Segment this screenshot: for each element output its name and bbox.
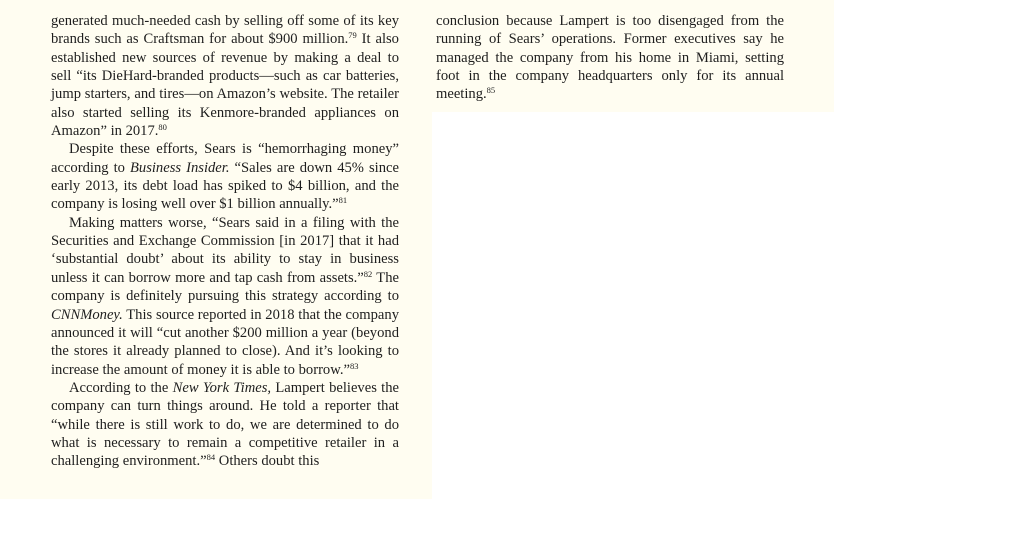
paragraph-text: Others doubt this	[215, 453, 320, 470]
paragraph-sec-filing	[51, 214, 399, 379]
paragraph-text: conclusion because Lampert is too disengaged from the running of Sears’ operations. Former executives say he managed the company from his home in Miami, setting foot in the company headquarters only for its annual meeting.	[436, 13, 784, 103]
paragraph-text: Making matters worse, “Sears said in a filing with the Securities and Exchange Commission [in 2017] that it had ‘substantial doubt’ about its ability to stay in business unless it can borrow more and tap cash from assets.”	[51, 214, 399, 286]
footnote-ref-79: 79	[348, 30, 357, 41]
paragraph-text: generated much-needed cash by selling off some of its key brands such as Craftsman for about $900 million.	[51, 13, 399, 48]
paragraph-text: “Sales are down 45% since early 2013, its debt load has spiked to $4 billion, and the company is losing well over $1 billion annually.”	[51, 159, 399, 213]
paragraph-text: Lampert believes the company can turn things around. He told a reporter that “while there is still work to do, we are determined to do what is necessary to remain a competitive retailer in a challenging environment.”	[51, 379, 399, 470]
paragraph-hemorrhaging-money	[51, 140, 399, 213]
paragraph-cash-brands	[51, 12, 399, 140]
source-business-insider: Business Insider.	[129, 159, 230, 176]
source-cnnmoney: CNNMoney.	[51, 306, 123, 323]
paragraph-lampert-believes	[51, 379, 399, 471]
footnote-ref-82: 82	[363, 268, 373, 279]
paragraph-text: The company is definitely pursuing this strategy according to	[51, 269, 399, 305]
footnote-ref-83: 83	[349, 360, 359, 371]
footnote-ref-85: 85	[486, 85, 496, 96]
text-column-right	[436, 12, 784, 104]
paragraph-text: Despite these efforts, Sears is “hemorrhaging money” according to	[51, 141, 399, 176]
text-column-left	[51, 12, 399, 471]
paragraph-text: According to the	[69, 379, 173, 396]
paragraph-conclusion	[436, 12, 784, 104]
footnote-ref-81: 81	[338, 195, 348, 206]
paragraph-text: It also established new sources of revenue by making a deal to sell “its DieHard-branded products—such as car batteries, jump starters, and tires—on Amazon’s website. The retailer also started selling its Kenmore-branded appliances on Amazon” in 2017.	[51, 31, 399, 140]
footnote-ref-84: 84	[206, 452, 216, 463]
paragraph-text: This source reported in 2018 that the company announced it will “cut another $200 million a year (beyond the stores it already planned to close). And it’s looking to increase the amount of money it is able to borrow.”	[51, 306, 399, 378]
source-new-york-times: New York Times,	[172, 379, 272, 396]
footnote-ref-80: 80	[158, 122, 167, 133]
